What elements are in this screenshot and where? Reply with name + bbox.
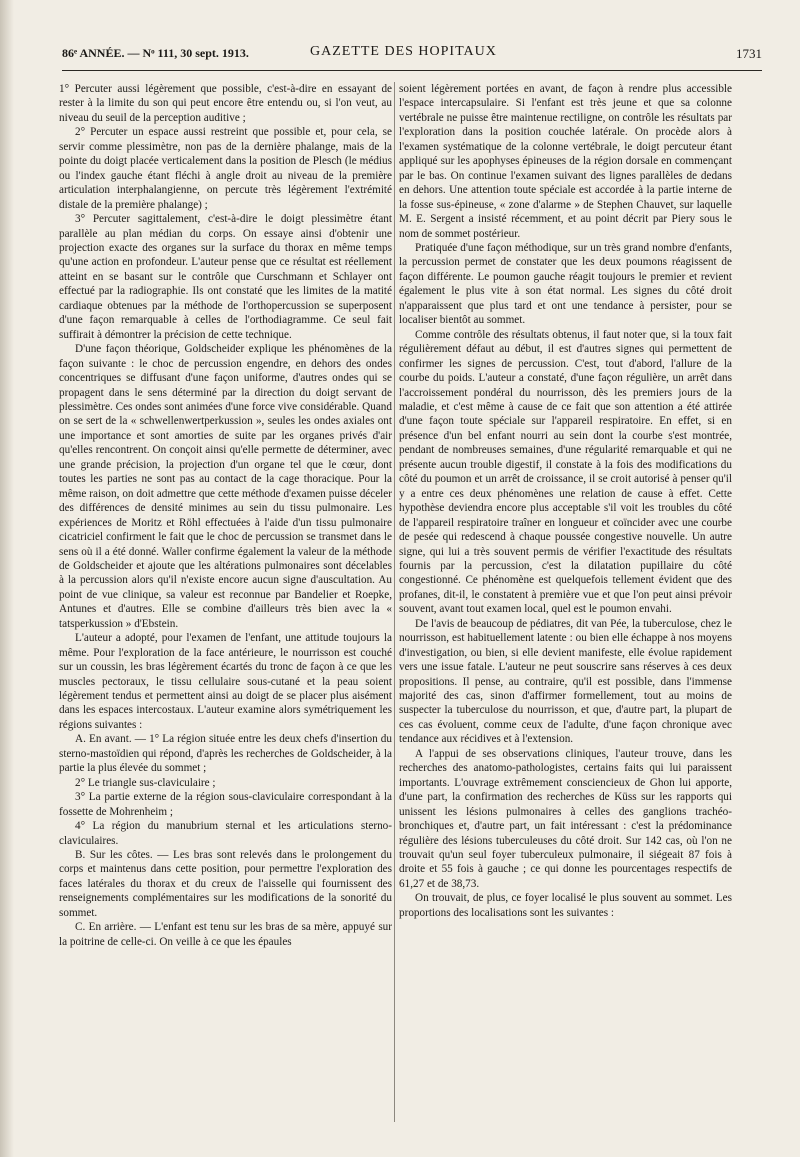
paragraph: B. Sur les côtes. — Les bras sont relevés dans le prolongement du corps et maintenus dans cette position, pour permettre l'exploration des faces latérales du thorax et du creux de l'aisselle qui fournissent des renseignements complémentaires sur les modifications de la sonorité du sommet. <box>59 849 392 919</box>
issue-info: 86ᵉ ANNÉE. — Nᵒ 111, 30 sept. 1913. <box>62 46 249 60</box>
paragraph: L'auteur a adopté, pour l'examen de l'enfant, une attitude toujours la même. Pour l'exploration de la face antérieure, le nourrisson est couché sur un coussin, les bras légèrement écartés du tronc de façon à ce que les muscles pectoraux, le tissu cellulaire sous-cutané et la peau soient légèrement tendus et permettent ainsi au doigt de se placer plus aisément dans les espaces intercostaux. L'auteur examine alors symétriquement les régions suivantes : <box>59 632 392 731</box>
paragraph: A. En avant. — 1° La région située entre les deux chefs d'insertion du sterno-mastoïdien qui répond, d'après les recherches de Goldscheider, à la partie la plus élevée du sommet ; <box>59 733 392 775</box>
paragraph: soient légèrement portées en avant, de façon à rendre plus accessible l'espace intercapsulaire. Si l'enfant est très jeune et que sa colonne vertébrale ne puisse être maintenue rectiligne, on contrôle les résultats par l'exploration dans la position couchée latérale. On procède alors à l'examen systématique de la colonne vertébrale, le doigt percuteur étant appliqué sur les apophyses épineuses de la région dorsale en commençant par le bas. On continue l'examen suivant des lignes parallèles de dedans en dehors. Une attention toute spéciale est accordée à la partie interne de la fosse sus-épineuse, « zone d'alarme » de Stephen Chauvet, sur laquelle M. E. Sergent a insisté récemment, et au point décrit par Piery sous le nom de sommet postérieur. <box>399 83 732 240</box>
paragraph: A l'appui de ses observations cliniques, l'auteur trouve, dans les recherches des anatomo-pathologistes, certains faits qui lui paraissent importants. L'ouvrage extrêmement consciencieux de Ghon lui apporte, d'une part, la confirmation des recherches de Küss sur les rapports qui unissent les lésions pulmonaires à celles des ganglions trachéo-bronchiques et, d'autre part, un fait intéressant : c'est la prédominance régulière des lésions tuberculeuses du côté droit. Sur 142 cas, où l'on ne trouvait qu'un seul foyer tuberculeux pulmonaire, il siégeait 87 fois à droite et 55 fois à gauche ; ce qui donne les pourcentages respectifs de 61,27 et de 38,73. <box>399 747 732 890</box>
column-divider <box>394 82 395 1122</box>
paragraph: 1° Percuter aussi légèrement que possible, c'est-à-dire en essayant de rester à la limite du son qui peut encore être entendu ou, si l'on veut, au niveau du seuil de la perception auditive ; <box>59 83 392 124</box>
left-column <box>59 82 392 949</box>
paragraph: 2° Percuter un espace aussi restreint que possible et, pour cela, se servir comme plessimètre, non pas de la dernière phalange, mais de la pointe du doigt placée verticalement dans la position de Plesch (le médius ou l'index gauche étant fléchi à angle droit au niveau de la première articulation interphalangienne, on percute très légèrement l'extrémité distale de la première phalange) ; <box>59 126 392 211</box>
paragraph: Pratiquée d'une façon méthodique, sur un très grand nombre d'enfants, la percussion permet de constater que les deux poumons réagissent de façon différente. Le poumon gauche réagit toujours le premier et revient également le plus vite à son état normal. Les signes du côté droit n'apparaissent que plus tard et ont une tendance à persister, pour se localiser bientôt au sommet. <box>399 241 732 327</box>
paragraph: 3° Percuter sagittalement, c'est-à-dire le doigt plessimètre étant parallèle au plan médian du corps. On essaye ainsi d'obtenir une projection exacte des organes sur la surface du thorax en même temps qu'une action en profondeur. L'auteur pense que ce résultat est réellement atteint en se basant sur le contrôle que Curschmann et Schlayer ont effectué par la radiographie. Ils ont constaté que les limites de la matité cardiaque obtenues par la méthode de l'orthopercussion se superposent d'une façon remarquable à celles de l'orthodiagramme. Ce seul fait suffirait à démontrer la précision de cette technique. <box>59 213 392 341</box>
page-number: 1731 <box>736 46 762 61</box>
paragraph: Comme contrôle des résultats obtenus, il faut noter que, si la toux fait régulièrement défaut au début, il est d'autres signes qui permettent de confirmer les signes de percussion. C'est, tout d'abord, l'allure de la courbe du poids. L'auteur a constaté, d'une façon régulière, un arrêt dans l'accroissement pondéral du nourrisson, dès les premiers jours de la maladie, et c'est même à cause de ce fait que son attention a été attirée d'une façon toute spéciale sur l'appareil respiratoire. En effet, si en présence d'un bel enfant nourri au sein dont la courbe s'est montrée, pendant de nombreuses semaines, d'une régularité remarquable et qui ne présente aucun trouble digestif, il constate à la fois des modifications du côté du poumon et un arrêt de croissance, il se croit autorisé à penser qu'il y a entre ces deux phénomènes une relation de cause à effet. Cette hypothèse deviendra encore plus acceptable s'il voit les troubles du côté de l'appareil respiratoire traîner en longueur et coïncider avec une courbe de pesée qui redescend à chaque poussée congestive nouvelle. Un autre signe, qui lui a très souvent permis de vérifier l'exactitude des résultats fournis par la percussion, c'est la dilatation pupillaire du côté congestionné. Ce phénomène est quelquefois tellement évident que des profanes, dit-il, le constatent à première vue et que l'on peut ainsi prévoir souvent, avant tout examen local, quel est le poumon envahi. <box>399 328 732 616</box>
paragraph: On trouvait, de plus, ce foyer localisé le plus souvent au sommet. Les proportions des localisations sont les suivantes : <box>399 892 732 919</box>
page-spine-shadow <box>0 0 14 1157</box>
paragraph: 3° La partie externe de la région sous-claviculaire correspondant à la fossette de Mohrenheim ; <box>59 791 392 818</box>
paragraph: 2° Le triangle sus-claviculaire ; <box>75 776 216 789</box>
paragraph: D'une façon théorique, Goldscheider explique les phénomènes de la façon suivante : le choc de percussion engendre, en dehors des ondes concentriques se diffusant d'une façon uniforme, d'autres ondes qui se propagent dans le sens déterminé par la direction du doigt servant de plessimètre. Ces ondes sont animées d'une force vive considérable. Quand on se sert de la « schwellenwertperkussion », seules les ondes axiales ont une importance et sont amorties de suite par les organes privés d'air qu'elles rencontrent. On conçoit ainsi qu'elle permette de déterminer, avec une grande précision, la projection d'un organe tel que le cœur, dont toutes les parties ne sont pas au contact de la cage thoracique. Pour la même raison, on doit admettre que cette méthode d'examen puisse déceler des différences de densité minimes au sein du tissu pulmonaire. Les expériences de Moritz et Röhl effectuées à l'aide d'un tissu pulmonaire cicatriciel confirment le fait que le choc de percussion se transmet dans le sens où il a été donné. Waller confirme également la valeur de la méthode de Goldscheider et ajoute que les altérations pulmonaires sont décelables à la percussion alors qu'il n'existe encore aucun signe d'auscultation. Au point de vue clinique, sa valeur est reconnue par Bandelier et Roepke, Antunes et d'autres. Elle se combine d'ailleurs très bien avec la « tatsperkussion » d'Ebstein. <box>59 343 392 630</box>
paragraph: C. En arrière. — L'enfant est tenu sur les bras de sa mère, appuyé sur la poitrine de celle-ci. On veille à ce que les épaules <box>59 921 392 948</box>
right-column <box>399 82 732 920</box>
paragraph: De l'avis de beaucoup de pédiatres, dit van Pée, la tuberculose, chez le nourrisson, est habituellement latente : ou bien elle échappe à nos moyens d'investigation, ou bien, si elle devient manifeste, elle évolue rapidement vers une issue fatale. L'auteur ne peut souscrire sans réserves à ces deux propositions. Il pense, au contraire, qu'il est possible, dans l'immense majorité des cas, sinon d'affirmer formellement, tout au moins de suspecter la tuberculose du nourrisson, et que, d'autre part, la plupart de ces cas évoluent, comme ceux de l'adulte, d'une façon chronique avec tendance aux récidives et à l'extension. <box>399 617 732 746</box>
publication-title: GAZETTE DES HOPITAUX <box>310 44 497 59</box>
page-header <box>62 42 762 64</box>
header-rule <box>62 70 762 71</box>
paragraph: 4° La région du manubrium sternal et les articulations sterno-claviculaires. <box>59 820 392 847</box>
